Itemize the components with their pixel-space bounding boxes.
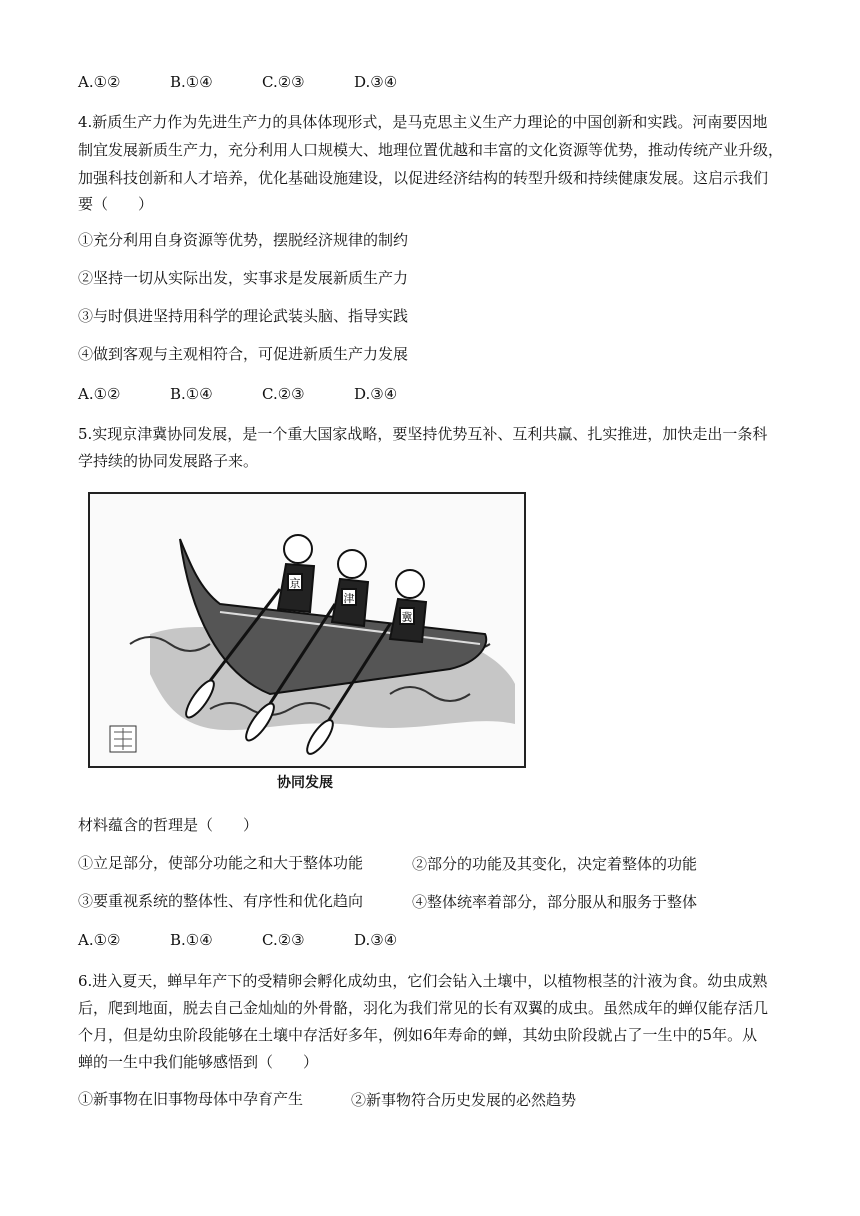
q4-stem-line-2: 制宜发展新质生产力，充分利用人口规模大、地理位置优越和丰富的文化资源等优势，推动传统产业升级，	[78, 141, 784, 159]
q4-stem-line-1: 4.新质生产力作为先进生产力的具体体现形式，是马克思主义生产力理论的中国创新和实践。河南要因地	[78, 113, 768, 131]
q3-option-b: B.①④	[170, 73, 213, 91]
q4-option-d: D.③④	[354, 385, 398, 403]
q5-item-3: ③要重视系统的整体性、有序性和优化趋向	[78, 892, 364, 910]
rower-3	[390, 570, 426, 642]
rower-2	[332, 550, 368, 626]
rower-1	[278, 535, 314, 612]
q5-option-b: B.①④	[170, 931, 213, 949]
q5-stem-line-1: 5.实现京津冀协同发展，是一个重大国家战略，要坚持优势互补、互利共赢、扎实推进，加快走出一条科	[78, 425, 768, 443]
q6-stem-line-3: 个月，但是幼虫阶段能够在土壤中存活好多年，例如6年寿命的蝉，其幼虫阶段就占了一生中的5年。从	[78, 1026, 758, 1044]
q4-item-1: ①充分利用自身资源等优势，摆脱经济规律的制约	[78, 231, 409, 249]
q4-stem-line-4: 要（ ）	[78, 195, 154, 213]
q3-options	[78, 72, 446, 92]
q5-item-1: ①立足部分，使部分功能之和大于整体功能	[78, 854, 364, 872]
rowing-boat-cartoon	[90, 494, 524, 766]
figure-caption: 协同发展	[277, 775, 333, 791]
q6-stem-line-1: 6.进入夏天，蝉早年产下的受精卵会孵化成幼虫，它们会钻入土壤中，以植物根茎的汁液为食。幼虫成熟	[78, 972, 768, 990]
q4-option-c: C.②③	[262, 385, 305, 403]
q4-item-2: ②坚持一切从实际出发，实事求是发展新质生产力	[78, 269, 409, 287]
artist-seal	[110, 726, 136, 752]
cartoon-figure	[88, 492, 526, 768]
shirt-label-jin: 津	[343, 592, 355, 605]
q4-item-4: ④做到客观与主观相符合，可促进新质生产力发展	[78, 345, 409, 363]
q5-options	[78, 930, 446, 950]
q6-item-2: ②新事物符合历史发展的必然趋势	[351, 1091, 577, 1109]
q3-option-d: D.③④	[354, 73, 398, 91]
q6-item-1: ①新事物在旧事物母体中孕育产生	[78, 1090, 304, 1108]
q4-stem-line-3: 加强科技创新和人才培养，优化基础设施建设，以促进经济结构的转型升级和持续健康发展。这启示我们	[78, 169, 769, 187]
q5-option-c: C.②③	[262, 931, 305, 949]
q5-stem-line-2: 学持续的协同发展路子来。	[78, 452, 259, 470]
q4-options	[78, 384, 446, 404]
shirt-label-jing: 京	[289, 577, 301, 590]
q5-item-2: ②部分的功能及其变化，决定着整体的功能	[412, 855, 698, 873]
q5-option-a: A.①②	[78, 931, 121, 949]
q3-option-a: A.①②	[78, 73, 121, 91]
q5-option-d: D.③④	[354, 931, 398, 949]
q3-option-c: C.②③	[262, 73, 305, 91]
q6-stem-line-4: 蝉的一生中我们能够感悟到（ ）	[78, 1053, 319, 1071]
q4-option-a: A.①②	[78, 385, 121, 403]
q4-option-b: B.①④	[170, 385, 213, 403]
q5-prompt: 材料蕴含的哲理是（ ）	[78, 816, 259, 834]
q6-stem-line-2: 后，爬到地面，脱去自己金灿灿的外骨骼，羽化为我们常见的长有双翼的成虫。虽然成年的蝉仅能存活几	[78, 999, 769, 1017]
shirt-label-ji: 冀	[401, 611, 413, 624]
q4-item-3: ③与时俱进坚持用科学的理论武装头脑、指导实践	[78, 307, 409, 325]
q5-item-4: ④整体统率着部分，部分服从和服务于整体	[412, 893, 698, 911]
